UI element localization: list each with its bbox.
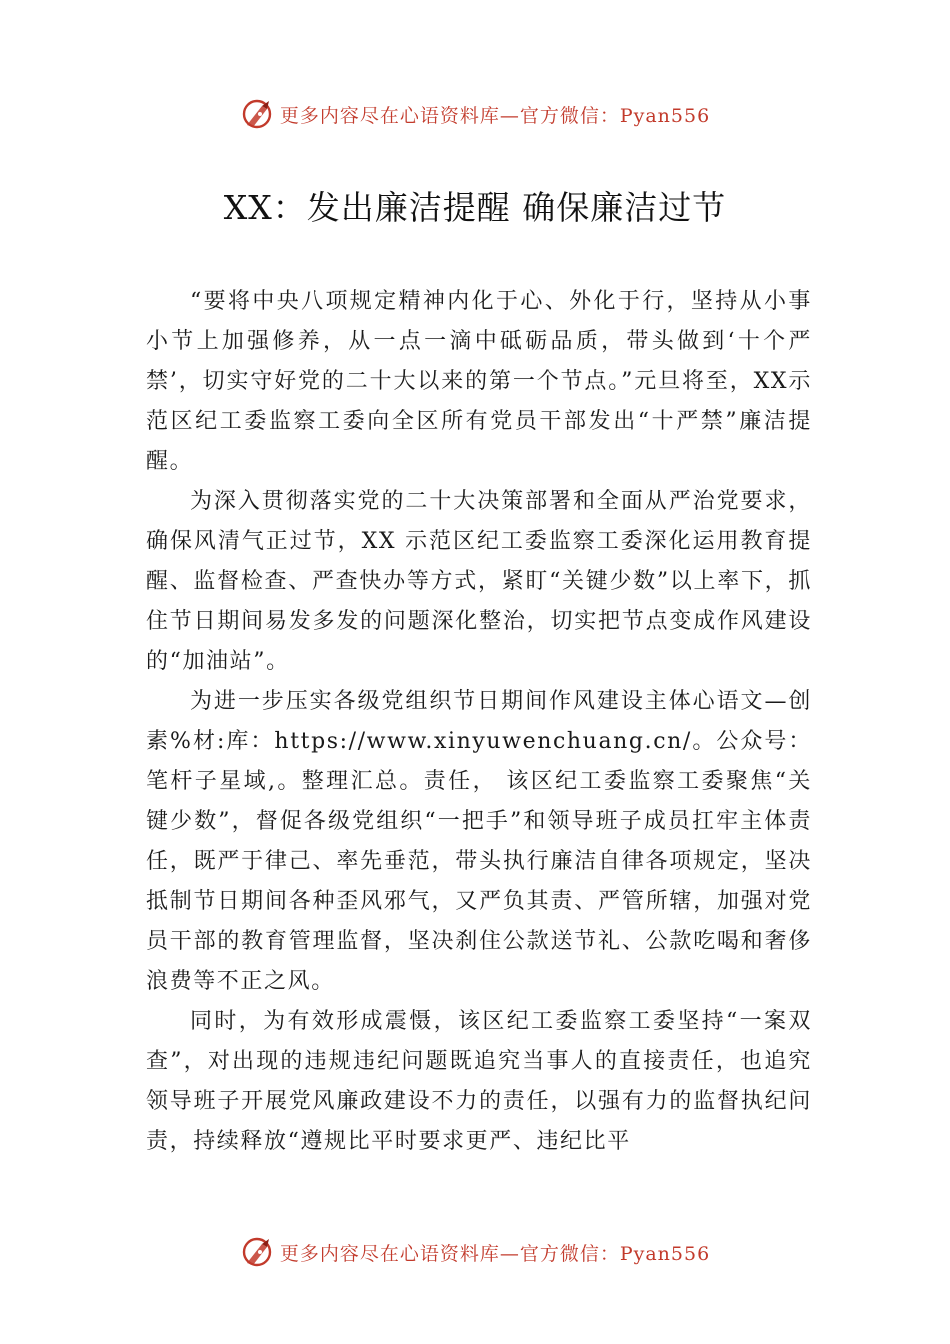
pen-nib-logo-icon: [240, 1235, 274, 1269]
document-body: [146, 282, 812, 1162]
paragraph-3: 为进一步压实各级党组织节日期间作风建设主体心语文—创素%材:库：https://www.xinyuwenchuang.cn/。公众号：笔杆子星域,。整理汇总。责任， 该区纪工委监察工委聚焦“关键少数”，督促各级党组织“一把手”和领导班子成员扛牢主体责任，既严于律己、率先垂范，带头执行廉洁自律各项规定，坚决抵制节日期间各种歪风邪气，又严负其责、严管所辖，加强对党员干部的教育管理监督，坚决刹住公款送节礼、公款吃喝和奢侈浪费等不正之风。: [146, 689, 812, 994]
banner-text: 更多内容尽在心语资料库—官方微信：Pyan556: [279, 104, 711, 127]
banner-text: 更多内容尽在心语资料库—官方微信：Pyan556: [279, 1242, 711, 1265]
paragraph-2: 为深入贯彻落实党的二十大决策部署和全面从严治党要求，确保风清气正过节，XX 示范区纪工委监察工委深化运用教育提醒、监督检查、严查快办等方式，紧盯“关键少数”以上率下，抓住节日期间易发多发的问题深化整治，切实把节点变成作风建设的“加油站”。: [146, 489, 812, 674]
paragraph-4: 同时，为有效形成震慑，该区纪工委监察工委坚持“一案双查”，对出现的违规违纪问题既追究当事人的直接责任，也追究领导班子开展党风廉政建设不力的责任，以强有力的监督执纪问责，持续释放“遵规比平时要求更严、违纪比平: [146, 1009, 812, 1154]
header-banner: [0, 94, 950, 134]
footer-banner: [0, 1232, 950, 1272]
wechat-id: Pyan556: [619, 1242, 711, 1265]
wechat-id: Pyan556: [619, 104, 711, 127]
paragraph-1: “要将中央八项规定精神内化于心、外化于行，坚持从小事小节上加强修养，从一点一滴中砥砺品质，带头做到‘十个严禁’，切实守好党的二十大以来的第一个节点。”元旦将至，XX示范区纪工委监察工委向全区所有党员干部发出“十严禁”廉洁提醒。: [146, 289, 812, 474]
pen-nib-logo-icon: [240, 97, 274, 131]
document-title: XX：发出廉洁提醒 确保廉洁过节: [223, 188, 727, 227]
